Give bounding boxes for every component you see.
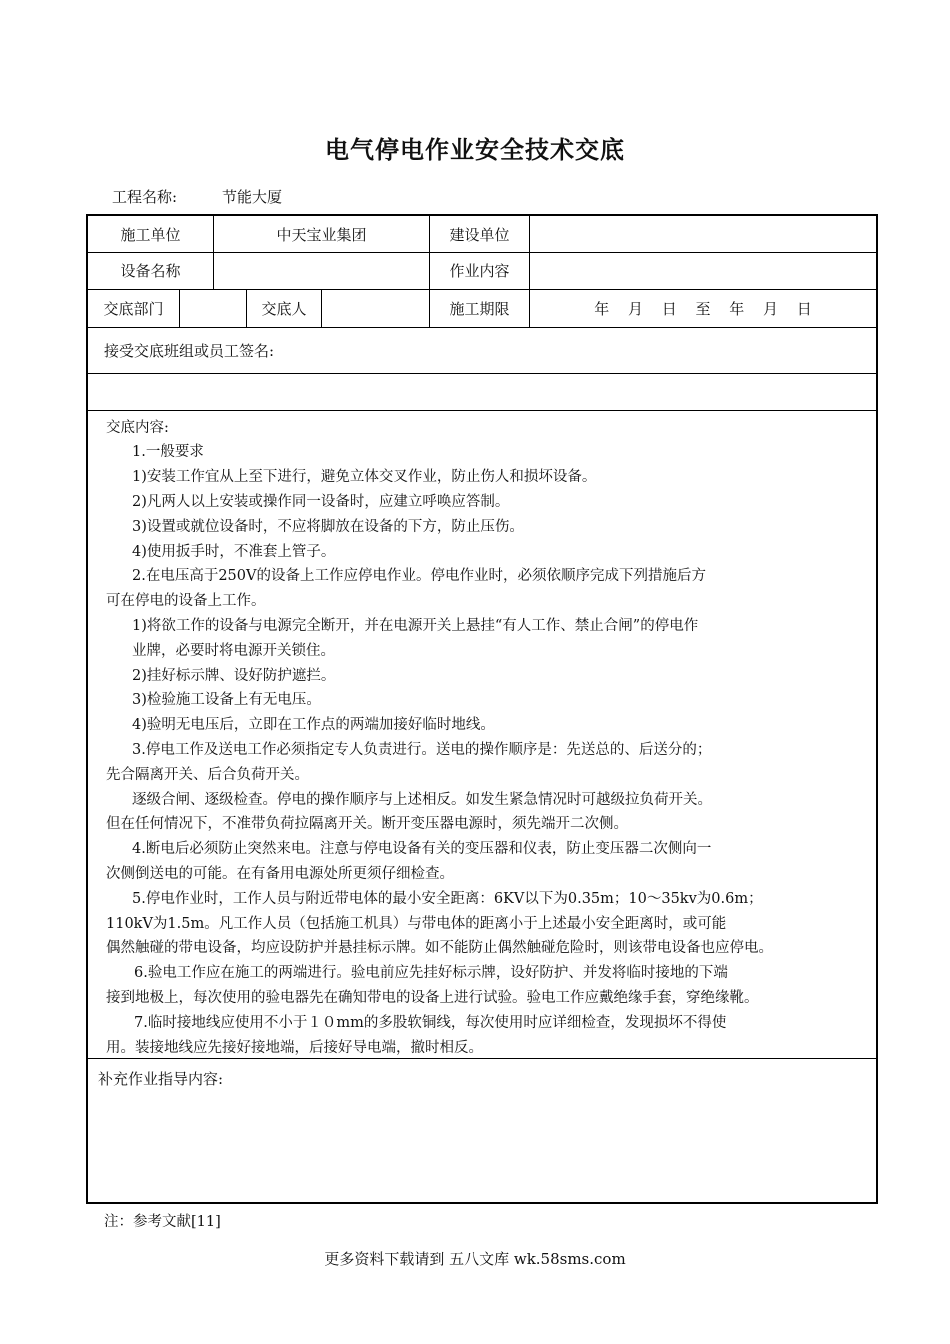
project-name <box>112 186 282 207</box>
content-line: 4)验明无电压后，立即在工作点的两端加接好临时地线。 <box>132 717 495 733</box>
equipment-name-value <box>214 252 430 289</box>
department-value <box>180 289 247 327</box>
construction-period-label: 施工期限 <box>430 289 530 327</box>
reference-note: 注：参考文献[11] <box>104 1214 221 1230</box>
work-content-label: 作业内容 <box>430 252 530 289</box>
content-line: 3)设置或就位设备时，不应将脚放在设备的下方，防止压伤。 <box>132 519 524 535</box>
construction-unit-label: 施工单位 <box>88 216 214 252</box>
content-line: 1.一般要求 <box>132 444 204 460</box>
content-line: 2)挂好标示牌、设好防护遮拦。 <box>132 668 336 684</box>
content-line: 可在停电的设备上工作。 <box>106 593 266 609</box>
supplement-label: 补充作业指导内容: <box>98 1070 224 1088</box>
construction-unit-value: 中天宝业集团 <box>214 216 430 252</box>
content-line: 接到地极上，每次使用的验电器先在确知带电的设备上进行试验。验电工作应戴绝缘手套，穿绝缘靴。 <box>106 990 759 1006</box>
document-title: 电气停电作业安全技术交底 <box>325 136 625 164</box>
content-line: 次侧倒送电的可能。在有备用电源处所更须仔细检查。 <box>106 866 454 882</box>
owner-unit-value <box>530 216 876 252</box>
content-line: 2.在电压高于250V的设备上工作应停电作业。停电作业时，必须依顺序完成下列措施后方 <box>132 568 706 584</box>
content-line: 偶然触碰的带电设备，均应设防护并悬挂标示牌。如不能防止偶然触碰危险时，则该带电设备也应停电。 <box>106 940 773 956</box>
content-line: 先合隔离开关、后合负荷开关。 <box>106 767 309 783</box>
content-line: 7.临时接地线应使用不小于１０mm的多股软铜线，每次使用时应详细检查，发现损坏不得使 <box>134 1015 727 1031</box>
content-line: 4)使用扳手时，不准套上管子。 <box>132 544 336 560</box>
content-line: 5.停电作业时，工作人员与附近带电体的最小安全距离：6KV以下为0.35m；10～35kv为0.6m； <box>132 891 763 907</box>
signature-label: 接受交底班组或员工签名: <box>104 341 275 360</box>
content-line: 6.验电工作应在施工的两端进行。验电前应先挂好标示牌，设好防护、并发将临时接地的下端 <box>134 965 728 981</box>
department-label: 交底部门 <box>88 289 180 327</box>
project-name-value: 节能大厦 <box>222 188 283 206</box>
owner-unit-label: 建设单位 <box>430 216 530 252</box>
content-line: 但在任何情况下，不准带负荷拉隔离开关。断开变压器电源时，须先端开二次侧。 <box>106 816 628 832</box>
signature-blank-row <box>88 373 876 411</box>
content-line: 1)安装工作宜从上至下进行，避免立体交叉作业，防止伤人和损坏设备。 <box>132 469 597 485</box>
content-line: 3)检验施工设备上有无电压。 <box>132 692 321 708</box>
signature-row <box>88 327 876 374</box>
discloser-value <box>322 289 430 327</box>
content-line: 4.断电后必须防止突然来电。注意与停电设备有关的变压器和仪表，防止变压器二次侧向一 <box>132 841 712 857</box>
content-line: 逐级合闸、逐级检查。停电的操作顺序与上述相反。如发生紧急情况时可越级拉负荷开关。 <box>132 792 712 808</box>
form-row-equipment <box>88 252 876 290</box>
project-name-label: 工程名称: <box>112 188 178 206</box>
construction-period-value: 年 月 日 至 年 月 日 <box>594 299 812 318</box>
content-line: 用。装接地线应先接好接地端，后接好导电端，撤时相反。 <box>106 1040 483 1056</box>
form-row-department <box>88 289 876 328</box>
equipment-name-label: 设备名称 <box>88 252 214 289</box>
content-heading: 交底内容: <box>106 420 169 436</box>
content-line: 3.停电工作及送电工作必须指定专人负责进行。送电的操作顺序是：先送总的、后送分的； <box>132 742 712 758</box>
disclosure-form <box>86 214 878 1204</box>
content-line: 1)将欲工作的设备与电源完全断开，并在电源开关上悬挂“有人工作、禁止合闸”的停电作 <box>132 618 699 634</box>
content-line: 2)凡两人以上安装或操作同一设备时，应建立呼唤应答制。 <box>132 494 510 510</box>
content-line: 业牌，必要时将电源开关锁住。 <box>132 643 335 659</box>
work-content-value <box>530 252 876 289</box>
discloser-label: 交底人 <box>247 289 322 327</box>
disclosure-content <box>88 410 876 1059</box>
content-line: 110kV为1.5m。凡工作人员（包括施工机具）与带电体的距离小于上述最小安全距离时，或可能 <box>106 916 727 932</box>
form-row-construction-unit <box>88 216 876 253</box>
footer-link-text: 更多资料下载请到 五八文库 wk.58sms.com <box>324 1250 626 1268</box>
